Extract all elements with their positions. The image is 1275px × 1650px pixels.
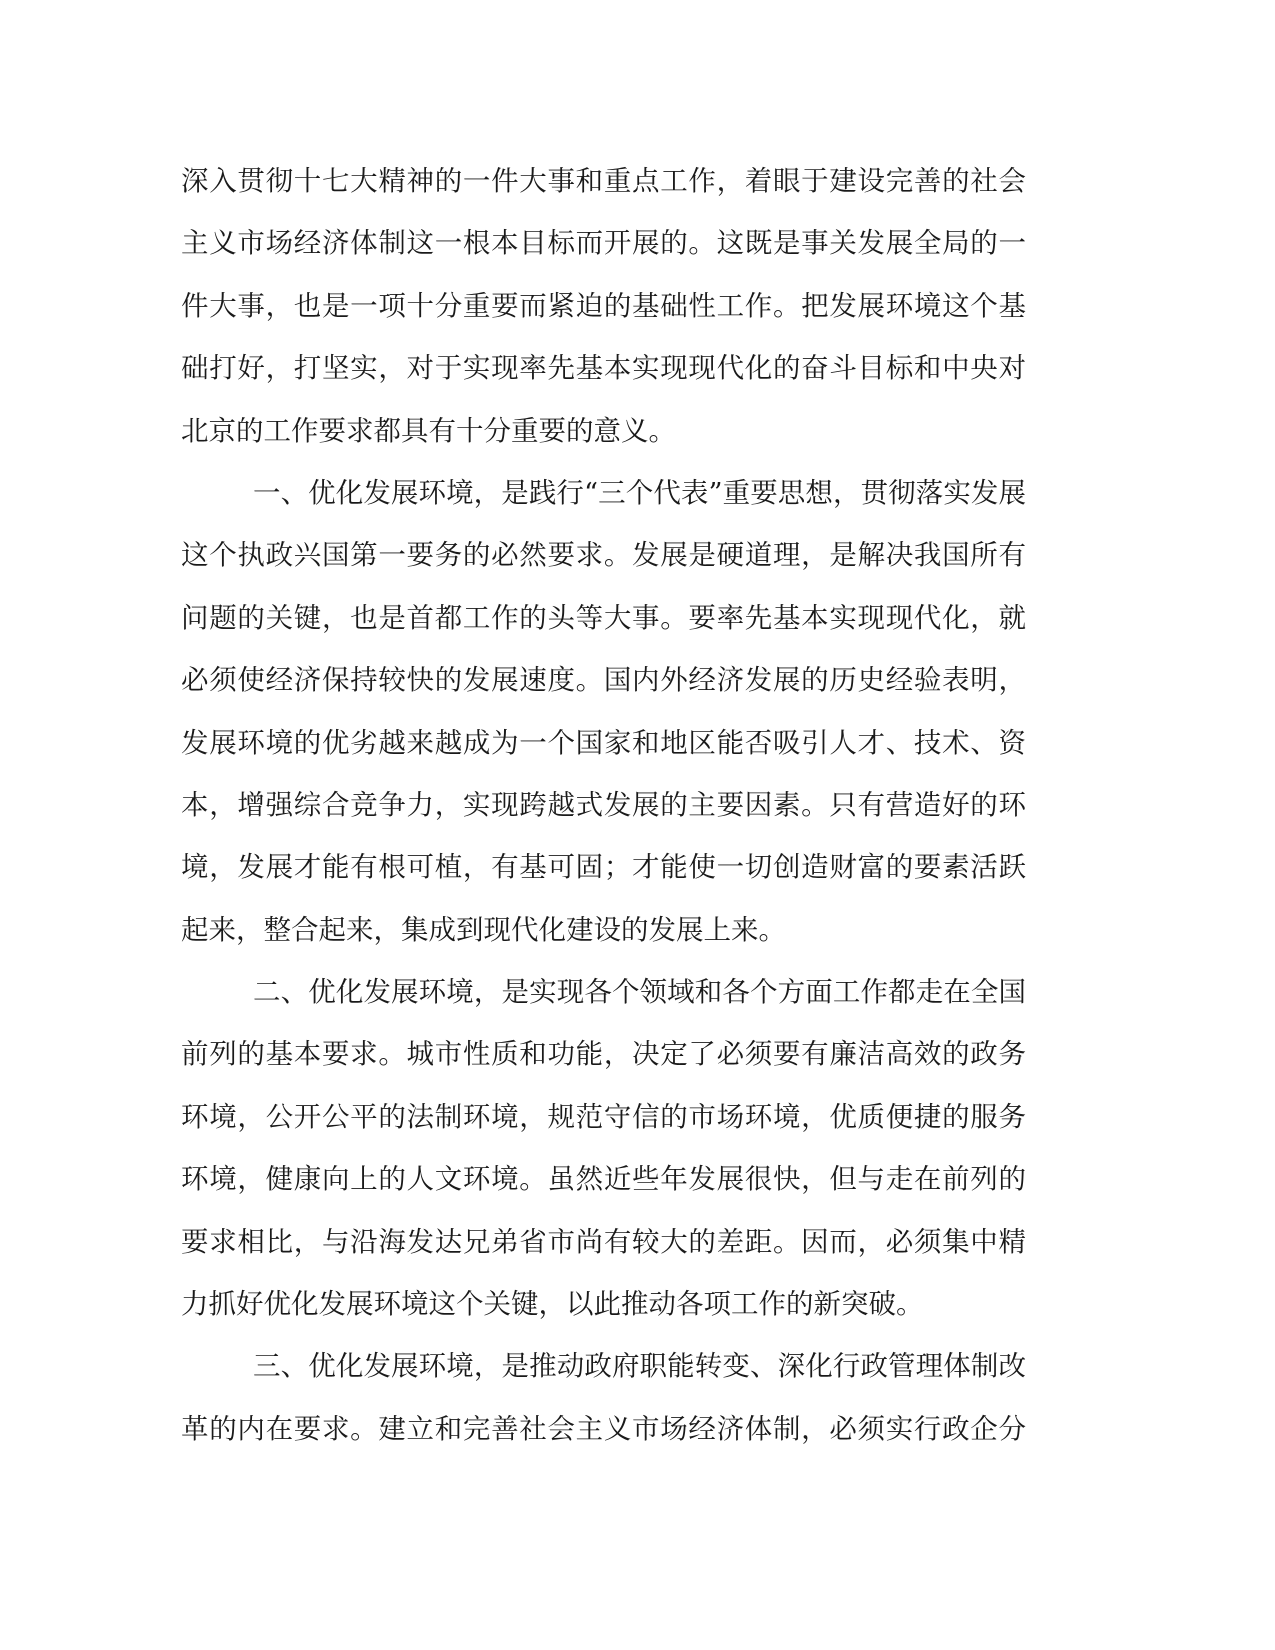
text-line: 环境，公开公平的法制环境，规范守信的市场环境，优质便捷的服务 [181, 1100, 1026, 1133]
text-line: 这个执政兴国第一要务的必然要求。发展是硬道理，是解决我国所有 [181, 539, 1026, 572]
body-text [181, 158, 1026, 1468]
text-line: 必须使经济保持较快的发展速度。国内外经济发展的历史经验表明， [181, 664, 1026, 697]
text-line: 础打好，打坚实，对于实现率先基本实现现代化的奋斗目标和中央对 [181, 352, 1026, 385]
text-line: 境，发展才能有根可植，有基可固；才能使一切创造财富的要素活跃 [181, 851, 1026, 884]
text-line: 发展环境的优劣越来越成为一个国家和地区能否吸引人才、技术、资 [181, 726, 1026, 759]
text-line: 起来，整合起来，集成到现代化建设的发展上来。 [181, 913, 786, 946]
text-line: 北京的工作要求都具有十分重要的意义。 [181, 414, 676, 447]
text-line: 本，增强综合竞争力，实现跨越式发展的主要因素。只有营造好的环 [181, 788, 1026, 821]
text-line: 前列的基本要求。城市性质和功能，决定了必须要有廉洁高效的政务 [181, 1038, 1026, 1071]
text-line: 要求相比，与沿海发达兄弟省市尚有较大的差距。因而，必须集中精 [181, 1225, 1026, 1258]
text-line: 环境，健康向上的人文环境。虽然近些年发展很快，但与走在前列的 [181, 1163, 1026, 1196]
paragraph-three-start: 三、优化发展环境，是推动政府职能转变、深化行政管理体制改 [253, 1350, 1026, 1383]
text-line: 问题的关键，也是首都工作的头等大事。要率先基本实现现代化，就 [181, 601, 1026, 634]
paragraph-one-start: 一、优化发展环境，是践行“三个代表”重要思想，贯彻落实发展 [253, 476, 1026, 509]
text-line: 力抓好优化发展环境这个关键，以此推动各项工作的新突破。 [181, 1288, 924, 1321]
text-line: 革的内在要求。建立和完善社会主义市场经济体制，必须实行政企分 [181, 1412, 1026, 1445]
text-line: 主义市场经济体制这一根本目标而开展的。这既是事关发展全局的一 [181, 227, 1026, 260]
text-line: 深入贯彻十七大精神的一件大事和重点工作，着眼于建设完善的社会 [181, 165, 1026, 197]
text-line: 件大事，也是一项十分重要而紧迫的基础性工作。把发展环境这个基 [181, 289, 1026, 322]
paragraph-two-start: 二、优化发展环境，是实现各个领域和各个方面工作都走在全国 [253, 976, 1026, 1009]
